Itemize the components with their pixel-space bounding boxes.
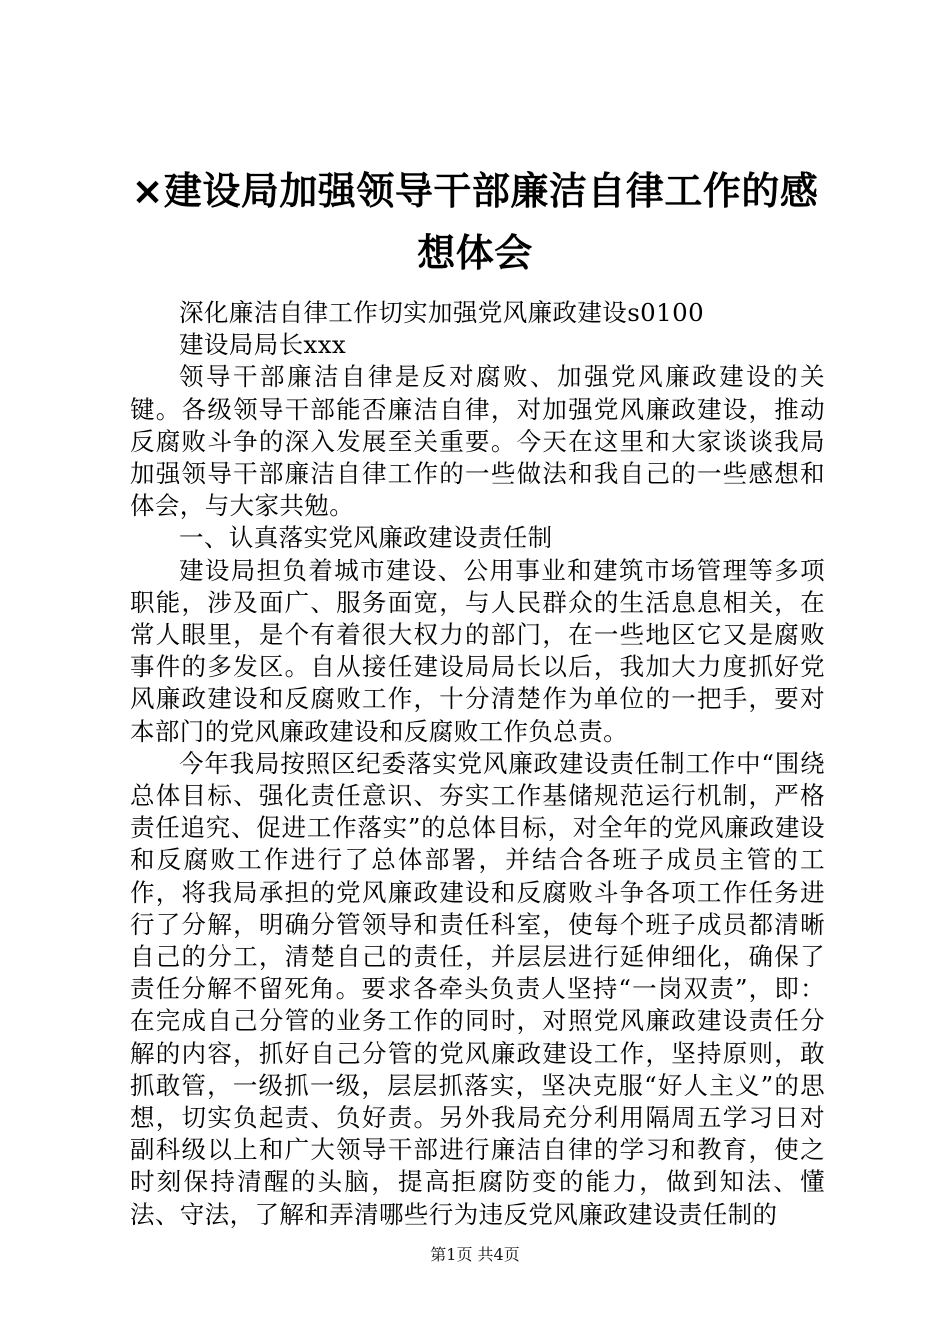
document-title: ×建设局加强领导干部廉洁自律工作的感想体会 bbox=[131, 169, 819, 275]
document-body bbox=[130, 297, 825, 1231]
body-paragraph: 今年我局按照区纪委落实党风廉政建设责任制工作中“围绕总体目标、强化责任意识、夯实工作基储规范运行机制，严格责任追究、促进工作落实”的总体目标，对全年的党风廉政建设和反腐败工作进行了总体部署，并结合各班子成员主管的工作，将我局承担的党风廉政建设和反腐败斗争各项工作任务进行了分解，明确分管领导和责任科室，使每个班子成员都清晰自己的分工，清楚自己的责任，并层层进行延伸细化，确保了责任分解不留死角。要求各牵头负责人坚持“一岗双责”，即：在完成自己分管的业务工作的同时，对照党风廉政建设责任分解的内容，抓好自己分管的党风廉政建设工作，坚持原则，敢抓敢管，一级抓一级，层层抓落实，坚决克服“好人主义”的思想，切实负起责、负好责。另外我局充分利用隔周五学习日对副科级以上和广大领导干部进行廉洁自律的学习和教育，使之时刻保持清醒的头脑，提高拒腐防变的能力，做到知法、懂法、守法，了解和弄清哪些行为违反党风廉政建设责任制的 bbox=[130, 748, 825, 1229]
section-heading: 一、认真落实党风廉政建设责任制 bbox=[179, 523, 553, 553]
author-line: 建设局局长xxx bbox=[179, 330, 347, 360]
page-footer: 第1页 共4页 bbox=[430, 1245, 520, 1264]
body-paragraph: 领导干部廉洁自律是反对腐败、加强党风廉政建设的关键。各级领导干部能否廉洁自律，对加强党风廉政建设，推动反腐败斗争的深入发展至关重要。今天在这里和大家谈谈我局加强领导干部廉洁自律工作的一些做法和我自己的一些感想和体会，与大家共勉。 bbox=[130, 362, 825, 521]
body-paragraph: 建设局担负着城市建设、公用事业和建筑市场管理等多项职能，涉及面广、服务面宽，与人民群众的生活息息相关，在常人眼里，是个有着很大权力的部门，在一些地区它又是腐败事件的多发区。自从接任建设局局长以后，我加大力度抓好党风廉政建设和反腐败工作，十分清楚作为单位的一把手，要对本部门的党风廉政建设和反腐败工作负总责。 bbox=[130, 555, 825, 746]
subtitle-line: 深化廉洁自律工作切实加强党风廉政建设s0100 bbox=[179, 298, 705, 327]
